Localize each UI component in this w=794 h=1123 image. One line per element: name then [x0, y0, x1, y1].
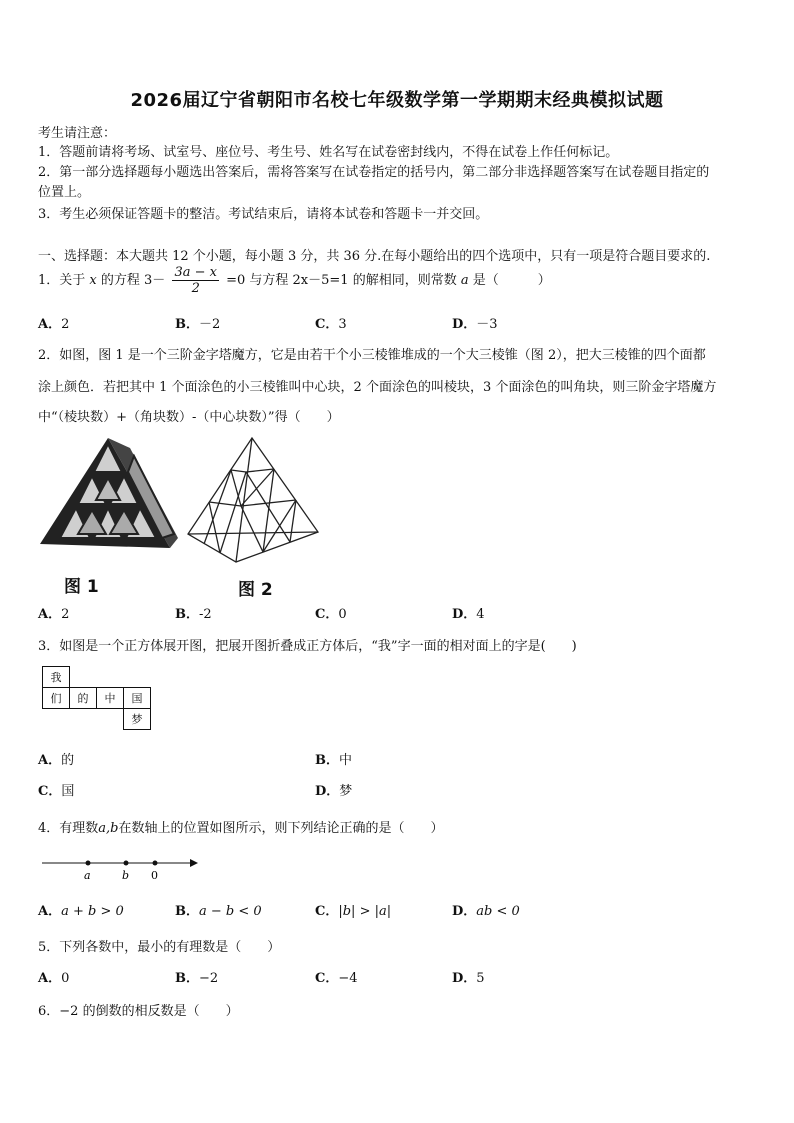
notice-item: 1．答题前请将考场、试室号、座位号、考生号、姓名写在试卷密封线内，不得在试卷上作任何标记。: [38, 145, 619, 160]
net-cell: 们: [43, 688, 70, 709]
question-2-line: 2．如图，图 1 是一个三阶金字塔魔方，它是由若干个小三棱锥堆成的一个大三棱锥（图 2），把大三棱锥的四个面都: [38, 348, 706, 363]
q5-option-c[interactable]: C．−4: [315, 971, 358, 986]
q1-mid: 的方程 3－: [100, 273, 166, 288]
q3-option-d[interactable]: D．梦: [315, 784, 353, 799]
net-cell: 的: [70, 688, 97, 709]
notice-item: 3．考生必须保证答题卡的整洁。考试结束后，请将本试卷和答题卡一并交回。: [38, 207, 489, 222]
q1-option-c[interactable]: C．3: [315, 317, 347, 332]
q5-option-a[interactable]: A．0: [38, 971, 70, 986]
notice-item: 2．第一部分选择题每小题选出答案后，需将答案写在试卷指定的括号内，第二部分非选择题答案写在试卷题目指定的: [38, 165, 710, 180]
q4-pre: 4．有理数: [38, 821, 99, 836]
pyramid-cube-figure: [38, 434, 178, 554]
page-title: 2026届辽宁省朝阳市名校七年级数学第一学期期末经典模拟试题: [130, 90, 664, 111]
q1-option-b[interactable]: B．－2: [175, 317, 221, 332]
q4-post: 在数轴上的位置如图所示，则下列结论正确的是（ ）: [118, 821, 444, 836]
q5-option-d[interactable]: D．5: [452, 971, 485, 986]
net-cell: 梦: [124, 709, 151, 730]
figure-1-label: 图 1: [64, 577, 99, 597]
question-4: [38, 817, 444, 836]
q2-option-b[interactable]: B．-2: [175, 607, 212, 622]
q3-option-a[interactable]: A．的: [38, 753, 75, 768]
q4-option-a[interactable]: A．a + b > 0: [38, 904, 124, 919]
q4-option-c[interactable]: C．|b| > |a|: [315, 904, 392, 919]
net-cell: 国: [124, 688, 151, 709]
q1-option-a[interactable]: A．2: [38, 317, 70, 332]
q1-frac-den: 2: [191, 281, 200, 296]
question-2-line: 涂上颜色．若把其中 1 个面涂色的小三棱锥叫中心块，2 个面涂色的叫棱块，3 个面涂色的叫角块，则三阶金字塔魔方: [38, 380, 717, 395]
number-line: [40, 854, 202, 884]
q4-option-d[interactable]: D．ab < 0: [452, 904, 520, 919]
q1-var-a: a: [460, 273, 469, 288]
question-1: [38, 265, 551, 296]
question-2-line: 中“（棱块数）+（角块数）-（中心块数）”得（ ）: [38, 410, 340, 425]
q1-end: 是（ ）: [472, 273, 551, 288]
axis-label-a: a: [84, 869, 91, 882]
question-5: 5．下列各数中，最小的有理数是（ ）: [38, 940, 281, 955]
q1-var-x: x: [89, 273, 97, 288]
axis-label-zero: 0: [151, 869, 158, 882]
section-heading: 一、选择题：本大题共 12 个小题，每小题 3 分，共 36 分.在每小题给出的四个选项中，只有一项是符合题目要求的.: [38, 249, 711, 264]
q2-option-c[interactable]: C．0: [315, 607, 347, 622]
q2-option-d[interactable]: D．4: [452, 607, 485, 622]
q4-vars: a,b: [98, 821, 119, 836]
question-6: 6．−2 的倒数的相反数是（ ）: [38, 1004, 239, 1019]
figure-2-label: 图 2: [238, 580, 273, 600]
q1-pre: 1．关于: [38, 273, 86, 288]
q3-option-c[interactable]: C．国: [38, 784, 75, 799]
notice-heading: 考生请注意：: [38, 126, 117, 141]
pyramid-wireframe-figure: [186, 436, 322, 568]
q1-option-d[interactable]: D．－3: [452, 317, 498, 332]
notice-item: 位置上。: [38, 185, 91, 200]
axis-label-b: b: [122, 869, 130, 882]
q1-fraction: [172, 265, 219, 296]
net-cell: 中: [97, 688, 124, 709]
q3-option-b[interactable]: B．中: [315, 753, 353, 768]
q2-option-a[interactable]: A．2: [38, 607, 70, 622]
cube-net: [42, 666, 151, 730]
q1-frac-num: 3a − x: [174, 265, 217, 280]
net-cell: 我: [43, 667, 70, 688]
q4-option-b[interactable]: B．a − b < 0: [175, 904, 262, 919]
q1-post: =0 与方程 2x－5=1 的解相同，则常数: [226, 273, 457, 288]
q5-option-b[interactable]: B．−2: [175, 971, 219, 986]
question-3: 3．如图是一个正方体展开图，把展开图折叠成正方体后，“我”字一面的相对面上的字是( ): [38, 639, 577, 654]
